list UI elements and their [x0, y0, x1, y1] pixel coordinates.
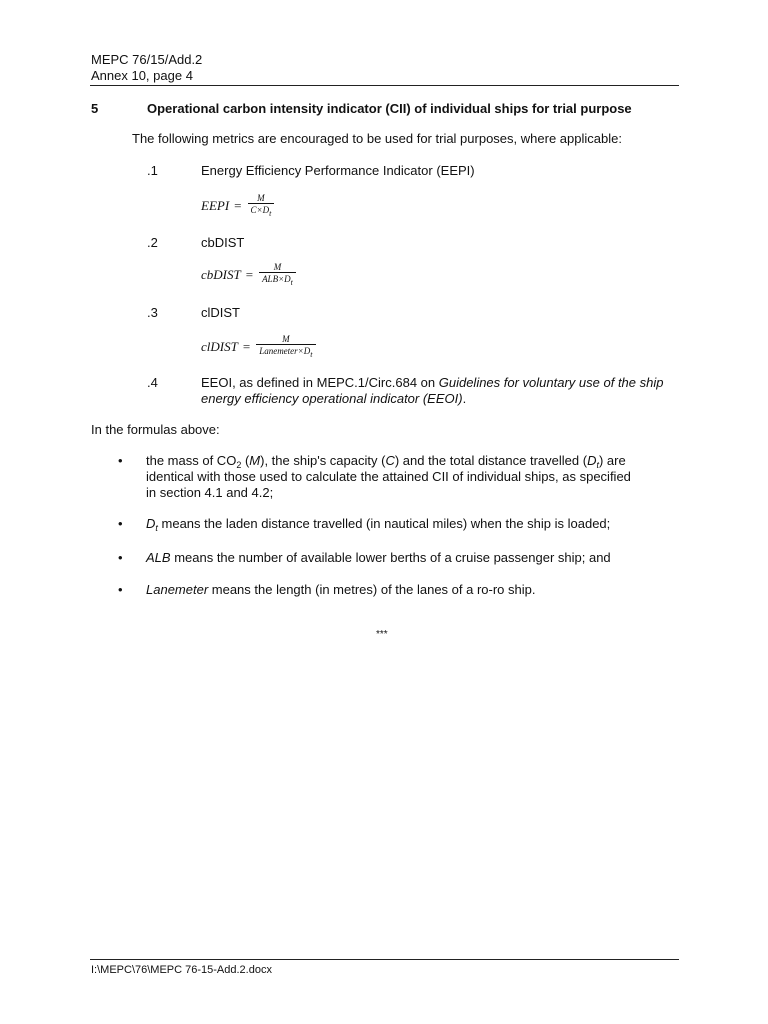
formula-fraction — [248, 193, 275, 219]
cldist-formula — [201, 334, 316, 360]
item-number: .2 — [147, 235, 158, 250]
bullet-mass-definition: the mass of $CO_2$ (M), the ship's capacity (C) and the total distance travelled $(D_t)$ are identical with those used to calculate the attained CII of individual ships, as specified in section 4.1 and 4.2; — [146, 453, 631, 500]
item-number: .1 — [147, 163, 158, 178]
formula-numerator: M — [282, 334, 290, 344]
footer-rule — [90, 959, 679, 960]
formula-fraction — [259, 262, 296, 288]
item-number: .3 — [147, 305, 158, 320]
bullet-marker: • — [118, 582, 123, 597]
formula-denominator: ALB×Dt — [259, 272, 296, 288]
document-reference: MEPC 76/15/Add.2 — [91, 52, 203, 67]
section-intro: The following metrics are encouraged to be used for trial purposes, where applicable: — [132, 131, 622, 146]
document-header — [91, 52, 202, 84]
annex-page-label: Annex 10, page 4 — [91, 68, 193, 83]
formula-numerator: M — [257, 193, 265, 203]
formulas-intro: In the formulas above: — [91, 422, 220, 437]
item-label: Energy Efficiency Performance Indicator (EEPI) — [201, 163, 475, 178]
item-number: .4 — [147, 375, 158, 390]
bullet-marker: • — [118, 550, 123, 565]
formula-equals: = — [245, 267, 254, 282]
header-rule — [90, 85, 679, 86]
formula-lhs: clDIST — [201, 339, 238, 354]
item-label: cbDIST — [201, 235, 245, 250]
guidelines-title: Guidelines for voluntary use of the ship energy efficiency operational indicator (EEOI) — [201, 375, 664, 406]
formula-denominator: C×Dt — [248, 203, 275, 219]
formula-fraction — [256, 334, 315, 360]
formula-equals: = — [242, 339, 251, 354]
bullet-alb: ALB means the number of available lower berths of a cruise passenger ship; and — [146, 550, 611, 565]
formula-lhs: cbDIST — [201, 267, 241, 282]
cbdist-formula — [201, 262, 296, 288]
section-title: Operational carbon intensity indicator (CII) of individual ships for trial purpose — [147, 101, 632, 116]
item-eeoi-text: EEOI, as defined in MEPC.1/Circ.684 on Guidelines for voluntary use of the ship energy efficiency operational indicator (EEOI). — [201, 375, 664, 406]
bullet-marker: • — [118, 453, 123, 468]
end-mark: *** — [376, 629, 388, 640]
bullet-marker: • — [118, 516, 123, 531]
formula-lhs: EEPI — [201, 198, 230, 213]
item-label: clDIST — [201, 305, 240, 320]
bullet-laden-distance: $D_t$ means the laden distance travelled (in nautical miles) when the ship is loaded; — [146, 516, 611, 533]
formula-denominator: Lanemeter×Dt — [256, 344, 315, 360]
footer-file-path: I:\MEPC\76\MEPC 76-15-Add.2.docx — [91, 964, 272, 976]
bullet-lanemeter: Lanemeter means the length (in metres) of the lanes of a ro-ro ship. — [146, 582, 536, 597]
eepi-formula — [201, 193, 274, 219]
formula-equals: = — [234, 198, 242, 213]
section-number: 5 — [91, 101, 99, 116]
formula-numerator: M — [273, 262, 282, 272]
